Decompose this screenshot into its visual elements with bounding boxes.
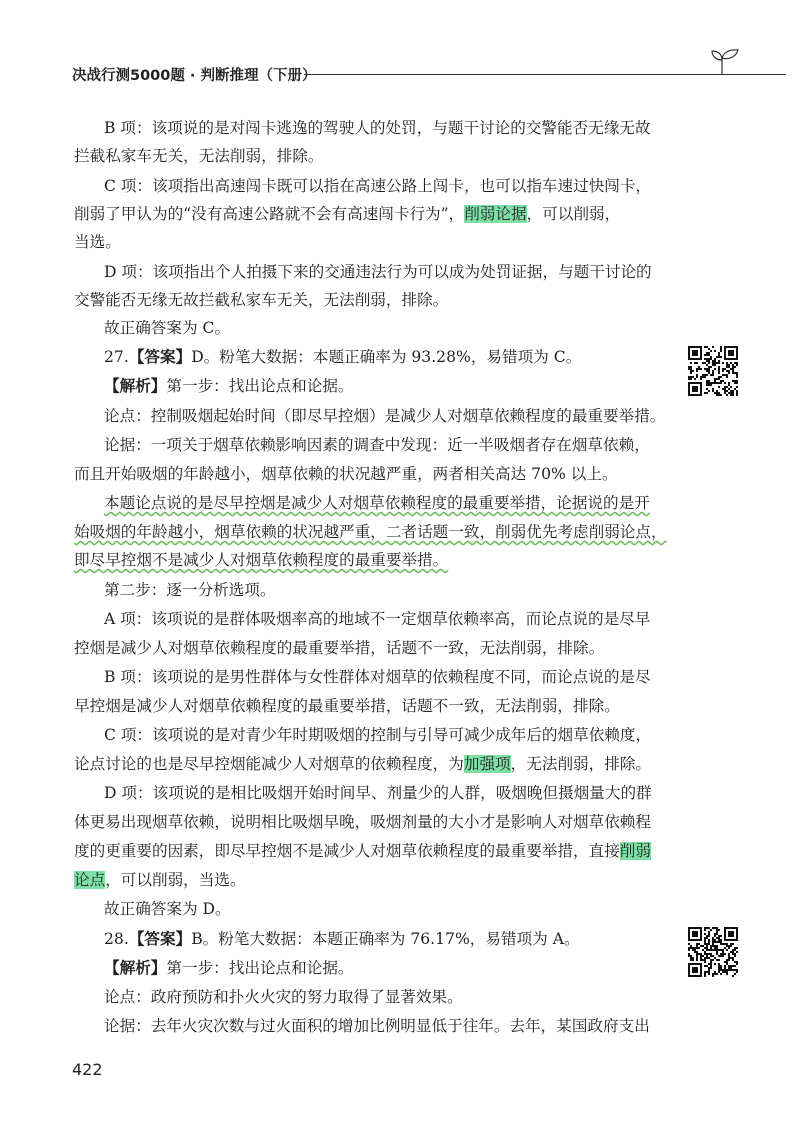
q27-option-c-cont [74,754,651,774]
question-number: 28. [104,930,129,948]
q26-option-b: B 项：该项说的是对闯卡逃逸的驾驶人的处罚，与题干讨论的交警能否无缘无故 [104,119,651,137]
q27-option-d: D 项：该项说的是相比吸烟开始时间早、剂量少的人群，吸烟晚但摄烟量大的群 [104,784,652,802]
q26-option-d-cont: 交警能否无缘无故拦截私家车无关，无法削弱，排除。 [74,291,449,309]
q27-evidence-cont: 而且开始吸烟的年龄越小，烟草依赖的状况越严重，两者相关高达 70% 以上。 [74,465,618,483]
text: ，无法削弱，排除。 [510,755,652,773]
q26-option-c-cont [74,204,620,224]
step-text: 第一步：找出论点和论据。 [166,377,354,395]
book-title: 决战行测5000题 · 判断推理（下册） [72,68,317,84]
analysis-tag: 【解析】 [104,377,167,395]
q27-note-cont: 始吸烟的年龄越小，烟草依赖的状况越严重，二者话题一致，削弱优先考虑削弱论点， [74,523,667,541]
q27-note-end: 即尽早控烟不是减少人对烟草依赖程度的最重要举措。 [74,551,449,569]
text: 削弱了甲认为的“没有高速公路就不会有高速闯卡行为”， [74,205,465,223]
highlight-strengthen: 加强项 [463,755,511,773]
q27-option-a-cont: 控烟是减少人对烟草依赖程度的最重要举措，话题不一致，无法削弱，排除。 [74,639,605,657]
q27-note: 本题论点说的是尽早控烟是减少人对烟草依赖程度的最重要举措，论据说的是开 [104,494,650,512]
q27-step2: 第二步：逐一分析选项。 [104,581,276,599]
highlight-weaken-evidence: 削弱论据 [464,205,527,223]
question-number: 27. [104,348,129,366]
q27-option-d-cont: 体更易出现烟草依赖，说明相比吸烟早晚，吸烟剂量的大小才是影响人对烟草依赖程 [74,813,651,831]
highlight-thesis: 论点 [74,871,106,889]
text: 论点讨论的也是尽早控烟能减少人对烟草的依赖程度，为 [74,755,464,773]
answer-stat: D。粉笔大数据：本题正确率为 93.28%，易错项为 C。 [191,348,582,366]
q27-option-d-end [74,870,246,890]
highlight-weaken: 削弱 [619,842,651,860]
q27-option-b-cont: 早控烟是减少人对烟草依赖程度的最重要举措，话题不一致，无法削弱，排除。 [74,697,620,715]
q27-evidence: 论据：一项关于烟草依赖影响因素的调查中发现：近一半吸烟者存在烟草依赖， [104,436,650,454]
q28-answer-line [104,929,580,949]
answer-stat: B。粉笔大数据：本题正确率为 76.17%，易错项为 A。 [191,930,580,948]
q26-option-b-cont: 拦截私家车无关，无法削弱，排除。 [74,147,324,165]
text: ，可以削弱，当选。 [105,871,246,889]
q26-option-c-end: 当选。 [74,233,121,251]
q26-option-c: C 项：该项指出高速闯卡既可以指在高速公路上闯卡，也可以指车速过快闯卡， [104,177,652,195]
qr-code-icon[interactable] [688,927,738,977]
q27-option-b: B 项：该项说的是男性群体与女性群体对烟草的依赖程度不同，而论点说的是尽 [104,668,651,686]
q28-analysis-line [104,958,354,978]
qr-code-icon[interactable] [688,346,738,396]
q27-option-a: A 项：该项说的是群体吸烟率高的地域不一定烟草依赖率高，而论点说的是尽早 [104,610,651,628]
running-header [72,62,742,92]
step-text: 第一步：找出论点和论据。 [166,959,354,977]
q28-thesis: 论点：政府预防和扑火火灾的努力取得了显著效果。 [104,988,463,1006]
sprout-icon [710,46,744,76]
q27-answer-line [104,347,581,367]
q27-thesis: 论点：控制吸烟起始时间（即尽早控烟）是减少人对烟草依赖程度的最重要举措。 [104,407,666,425]
analysis-tag: 【解析】 [104,959,167,977]
q28-evidence: 论据：去年火灾次数与过火面积的增加比例明显低于往年。去年，某国政府支出 [104,1017,650,1035]
q26-answer: 故正确答案为 C。 [104,319,231,337]
answer-tag: 【答案】 [128,930,192,948]
q27-option-c: C 项：该项说的是对青少年时期吸烟的控制与引导可减少成年后的烟草依赖度， [104,726,652,744]
answer-tag: 【答案】 [128,348,192,366]
q27-answer: 故正确答案为 D。 [104,900,231,918]
q27-option-d-cont2 [74,841,651,861]
text: 度的更重要的因素，即尽早控烟不是减少人对烟草依赖程度的最重要举措，直接 [74,842,620,860]
q26-option-d: D 项：该项指出个人拍摄下来的交通违法行为可以成为处罚证据，与题干讨论的 [104,263,652,281]
page-number: 422 [72,1060,103,1079]
q27-analysis-line [104,376,354,396]
text: ，可以削弱， [526,205,621,223]
